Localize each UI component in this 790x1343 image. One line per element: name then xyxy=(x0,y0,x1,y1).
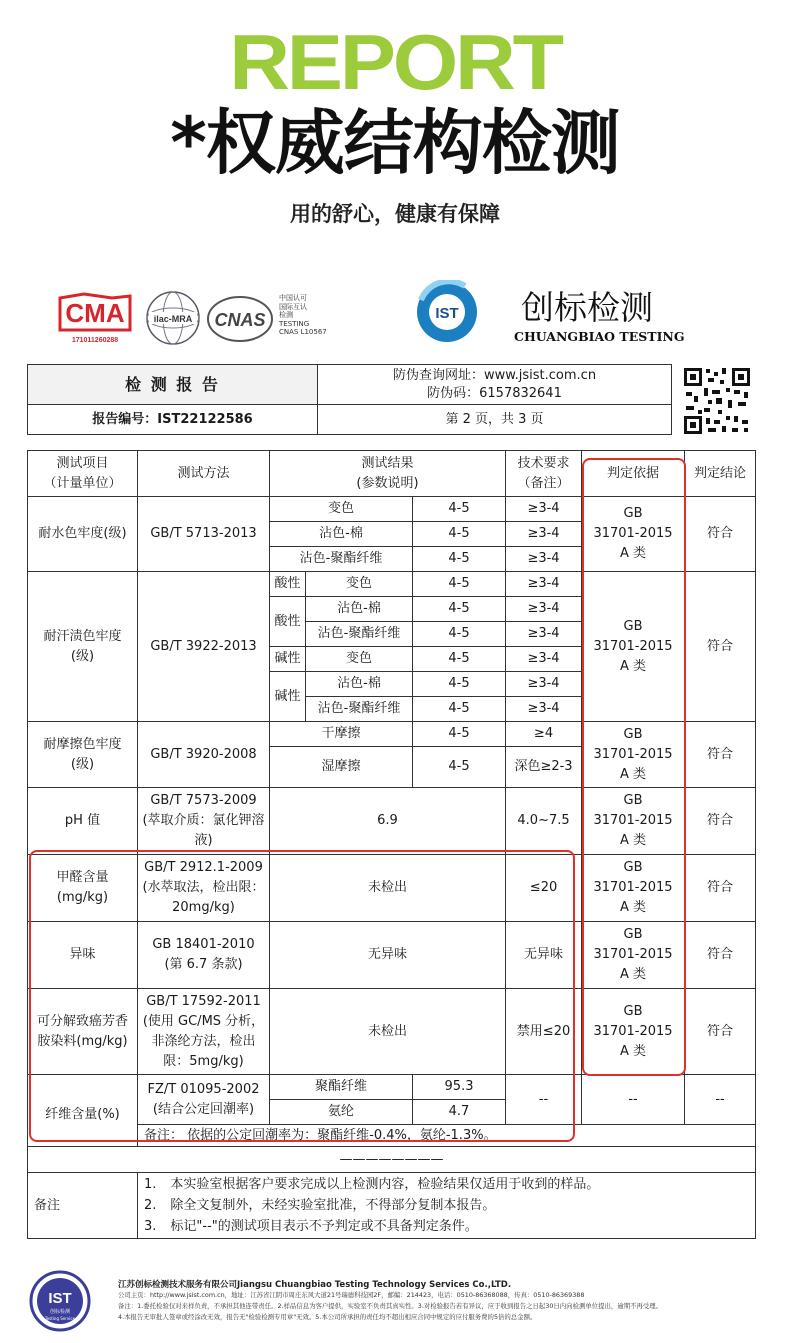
remark-item: 3. 标记"--"的测试项目表示不予判定或不具备判定条件。 xyxy=(144,1219,478,1234)
footer-company: 江苏创标检测技术服务有限公司Jiangsu Chuangbiao Testing Technology Services Co.,LTD. xyxy=(118,1280,512,1290)
cnas-line: CNAS L10567 xyxy=(279,328,327,337)
value-cell: 95.3 xyxy=(413,1075,506,1100)
conclusion-cell: 符合 xyxy=(685,497,756,572)
cnas-line: 国际互认 xyxy=(279,302,307,311)
item-formaldehyde: 甲醛含量 (mg/kg) xyxy=(28,855,138,922)
divider-line: ———————— xyxy=(28,1147,756,1173)
report-number: 报告编号：IST22122586 xyxy=(28,405,318,435)
basis-cell: GB 31701-2015 A 类 xyxy=(582,855,685,922)
basis-cell: GB 31701-2015 A 类 xyxy=(582,989,685,1075)
method-odor: GB 18401-2010 (第 6.7 条款) xyxy=(138,922,270,989)
report-info-table xyxy=(27,364,672,435)
param-cell: 变色 xyxy=(306,647,413,672)
remarks-list xyxy=(138,1173,756,1239)
value-cell: 4-5 xyxy=(413,622,506,647)
req-cell: -- xyxy=(506,1075,582,1125)
req-cell: ≥3-4 xyxy=(506,647,582,672)
result-ph: 6.9 xyxy=(270,788,506,855)
item-azo: 可分解致癌芳香 胺染料(mg/kg) xyxy=(28,989,138,1075)
req-cell: ≥3-4 xyxy=(506,697,582,722)
method-rub: GB/T 3920-2008 xyxy=(138,722,270,788)
value-cell: 4.7 xyxy=(413,1100,506,1125)
req-azo: 禁用≤20 xyxy=(506,989,582,1075)
param-cell: 沾色-棉 xyxy=(306,672,413,697)
brand-name-cn: 创标检测 xyxy=(521,288,653,327)
anti-fake-cell xyxy=(318,365,672,405)
basis-cell: GB 31701-2015 A 类 xyxy=(582,497,685,572)
req-cell: ≥3-4 xyxy=(506,497,582,522)
value-cell: 4-5 xyxy=(413,647,506,672)
conclusion-cell: 符合 xyxy=(685,788,756,855)
header-result: 测试结果 (参数说明) xyxy=(270,451,506,497)
method-azo: GB/T 17592-2011 (使用 GC/MS 分析， 非涤纶方法，检出 限：5mg/kg) xyxy=(138,989,270,1075)
item-water: 耐水色牢度(级) xyxy=(28,497,138,572)
item-rub: 耐摩擦色牢度 (级) xyxy=(28,722,138,788)
remark-item: 1. 本实验室根据客户要求完成以上检测内容，检验结果仅适用于收到的样品。 xyxy=(144,1177,600,1192)
req-cell: ≥3-4 xyxy=(506,622,582,647)
footer-logo-text: IST xyxy=(48,1290,72,1307)
footer-logo-sub: 创标检测 xyxy=(49,1309,71,1315)
conclusion-cell: 符合 xyxy=(685,722,756,788)
ilac-mra-logo xyxy=(144,290,202,346)
footer-logo-sub-en: Testing Service xyxy=(44,1316,76,1321)
value-cell: 4-5 xyxy=(413,522,506,547)
basis-cell: GB 31701-2015 A 类 xyxy=(582,788,685,855)
acid-label: 酸性 xyxy=(270,572,306,597)
param-cell: 沾色-棉 xyxy=(306,597,413,622)
cma-logo xyxy=(54,290,136,346)
result-odor: 无异味 xyxy=(270,922,506,989)
param-cell: 湿摩擦 xyxy=(270,747,413,788)
cnas-line: 检测 xyxy=(279,311,293,320)
value-cell: 4-5 xyxy=(413,672,506,697)
anti-fake-code: 防伪码：6157832641 xyxy=(427,385,562,401)
cnas-text-block xyxy=(279,294,327,337)
conclusion-cell: -- xyxy=(685,1075,756,1125)
item-odor: 异味 xyxy=(28,922,138,989)
svg-text:CNAS: CNAS xyxy=(214,310,266,330)
basis-cell: GB 31701-2015 A 类 xyxy=(582,922,685,989)
brand-name-en: CHUANGBIAO TESTING xyxy=(514,329,685,344)
conclusion-cell: 符合 xyxy=(685,922,756,989)
method-sweat: GB/T 3922-2013 xyxy=(138,572,270,722)
value-cell: 4-5 xyxy=(413,697,506,722)
page-info: 第 2 页，共 3 页 xyxy=(318,405,672,435)
param-cell: 聚酯纤维 xyxy=(270,1075,413,1100)
req-cell: ≥3-4 xyxy=(506,672,582,697)
param-cell: 变色 xyxy=(270,497,413,522)
main-title: *权威结构检测 xyxy=(170,102,620,184)
divider-row xyxy=(28,1147,756,1173)
req-ph: 4.0~7.5 xyxy=(506,788,582,855)
highlight-chemical-rows xyxy=(29,850,575,1142)
header-requirement: 技术要求 （备注） xyxy=(506,451,582,497)
method-water: GB/T 5713-2013 xyxy=(138,497,270,572)
req-cell: ≥3-4 xyxy=(506,597,582,622)
req-cell: ≥3-4 xyxy=(506,547,582,572)
param-cell: 沾色-聚酯纤维 xyxy=(270,547,413,572)
svg-text:IST: IST xyxy=(435,305,459,322)
req-cell: ≥3-4 xyxy=(506,572,582,597)
result-formaldehyde: 未检出 xyxy=(270,855,506,922)
conclusion-cell: 符合 xyxy=(685,989,756,1075)
basis-cell: GB 31701-2015 A 类 xyxy=(582,722,685,788)
cnas-logo xyxy=(206,294,274,344)
param-cell: 氨纶 xyxy=(270,1100,413,1125)
value-cell: 4-5 xyxy=(413,722,506,747)
basis-cell: GB 31701-2015 A 类 xyxy=(582,572,685,722)
item-ph: pH 值 xyxy=(28,788,138,855)
remarks-row xyxy=(28,1173,756,1239)
req-cell: 深色≥2-3 xyxy=(506,747,582,788)
alkali-label: 碱性 xyxy=(270,672,306,722)
report-word: REPORT xyxy=(229,18,561,106)
footer-ist-logo xyxy=(24,1270,96,1332)
header-method: 测试方法 xyxy=(138,451,270,497)
remarks-label: 备注 xyxy=(28,1173,138,1239)
req-formaldehyde: ≤20 xyxy=(506,855,582,922)
cnas-line: TESTING xyxy=(279,319,310,328)
method-ph: GB/T 7573-2009 (萃取介质：氯化钾溶 液) xyxy=(138,788,270,855)
svg-text:171011260288: 171011260288 xyxy=(71,337,119,344)
footer-address: 公司主页：http://www.jsist.com.cn，地址：江苏省江阴市周庄东风大道21号瑞德科技园2F，邮编：214423，电话：0510-86368088，传真：0510-86369388 xyxy=(118,1291,585,1299)
req-cell: ≥3-4 xyxy=(506,522,582,547)
report-title-cell: 检 测 报 告 xyxy=(28,365,318,405)
basis-cell: -- xyxy=(582,1075,685,1125)
param-cell: 沾色-棉 xyxy=(270,522,413,547)
value-cell: 4-5 xyxy=(413,572,506,597)
alkali-label: 碱性 xyxy=(270,647,306,672)
fiber-note: 备注： 依据的公定回潮率为：聚酯纤维-0.4%，氨纶-1.3%。 xyxy=(138,1125,756,1147)
value-cell: 4-5 xyxy=(413,547,506,572)
header-basis: 判定依据 xyxy=(582,451,685,497)
item-fiber: 纤维含量(%) xyxy=(28,1075,138,1147)
anti-fake-website: 防伪查询网址：www.jsist.com.cn xyxy=(392,367,597,383)
svg-text:CMA: CMA xyxy=(65,298,125,328)
param-cell: 干摩擦 xyxy=(270,722,413,747)
method-fiber: FZ/T 01095-2002 (结合公定回潮率) xyxy=(138,1075,270,1125)
req-odor: 无异味 xyxy=(506,922,582,989)
param-cell: 变色 xyxy=(306,572,413,597)
value-cell: 4-5 xyxy=(413,597,506,622)
value-cell: 4-5 xyxy=(413,497,506,522)
header-item: 测试项目 （计量单位） xyxy=(28,451,138,497)
sub-title: 用的舒心，健康有保障 xyxy=(290,202,500,226)
value-cell: 4-5 xyxy=(413,747,506,788)
footer-note-1: 备注：1.委托检验仅对来样负责，不承担其他连带责任。2.样品信息为客户提供，实验室不负责其真实性。3.对检验报告若有异议，应于收到报告之日起30日内向检测单位提出，逾期不再受理。 xyxy=(118,1302,663,1310)
method-formaldehyde: GB/T 2912.1-2009 (水萃取法，检出限： 20mg/kg) xyxy=(138,855,270,922)
conclusion-cell: 符合 xyxy=(685,572,756,722)
result-azo: 未检出 xyxy=(270,989,506,1075)
footer-note-2: 4.本报告无审批人签章或经涂改无效，报告无"检验检测专用章"无效。5.本公司所承担的责任均不超出相应合同中规定的应付服务费的5倍的总金额。 xyxy=(118,1313,537,1321)
acid-label: 酸性 xyxy=(270,597,306,647)
highlight-basis-column xyxy=(582,458,686,1076)
param-cell: 沾色-聚酯纤维 xyxy=(306,697,413,722)
ist-logo xyxy=(415,280,479,344)
header-conclusion: 判定结论 xyxy=(685,451,756,497)
cnas-line: 中国认可 xyxy=(279,294,307,302)
svg-text:ilac-MRA: ilac-MRA xyxy=(153,314,193,324)
remark-item: 2. 除全文复制外，未经实验室批准，不得部分复制本报告。 xyxy=(144,1198,496,1213)
req-cell: ≥4 xyxy=(506,722,582,747)
param-cell: 沾色-聚酯纤维 xyxy=(306,622,413,647)
item-sweat: 耐汗渍色牢度 (级) xyxy=(28,572,138,722)
conclusion-cell: 符合 xyxy=(685,855,756,922)
qr-code xyxy=(682,366,752,436)
